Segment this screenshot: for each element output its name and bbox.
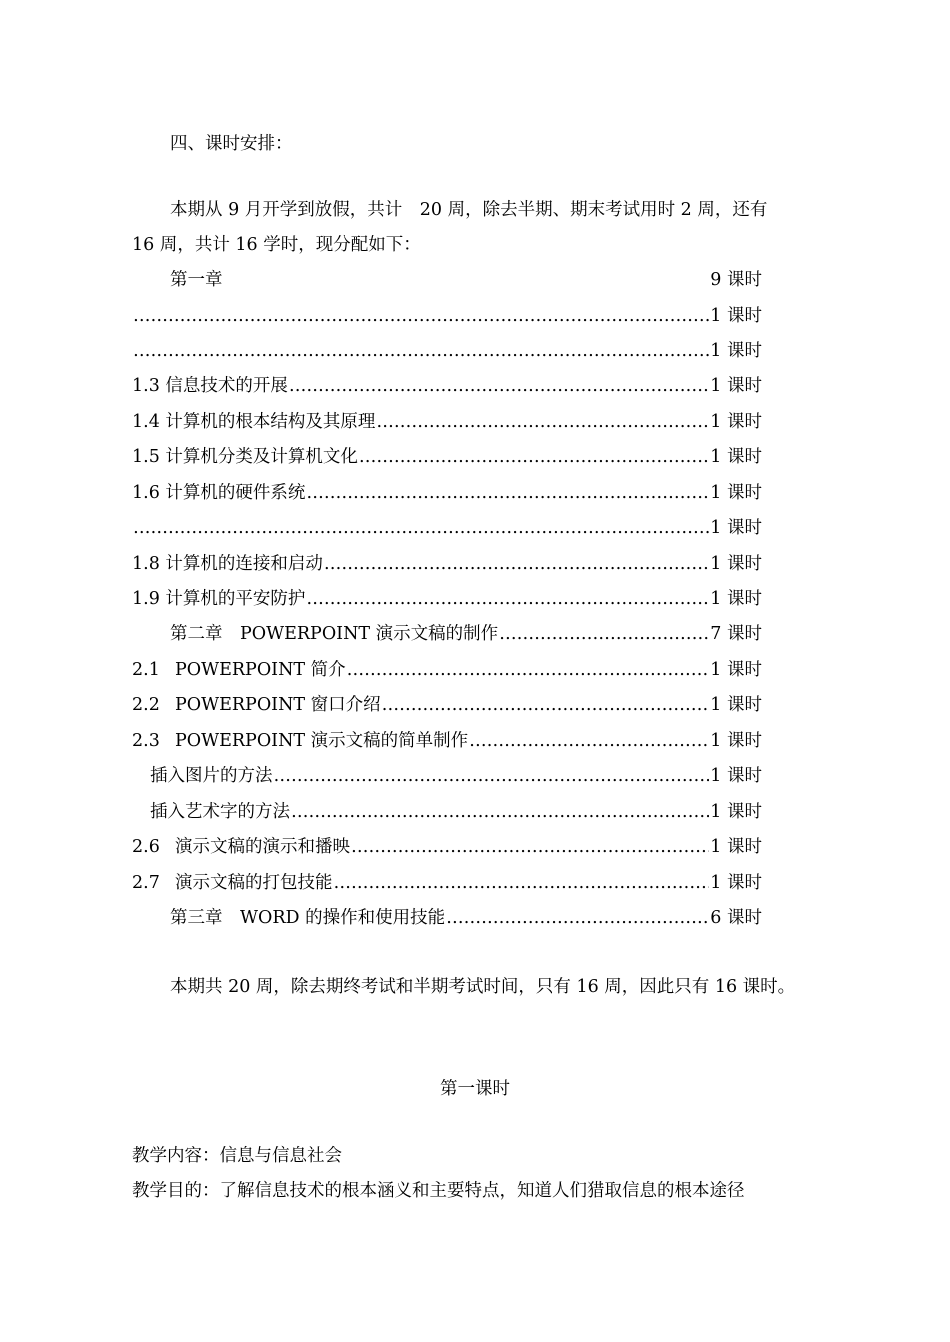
leader-dots [446,906,709,930]
schedule-row [132,481,762,505]
schedule-row-chapter-3 [170,906,762,930]
schedule-title: 演示文稿的打包技能 [175,873,333,893]
schedule-row [132,552,762,576]
schedule-row [132,374,762,398]
schedule-row [132,516,762,540]
schedule-hours: 7 课时 [710,624,762,644]
schedule-hours: 1 课时 [710,412,762,432]
schedule-title: 第一章 [170,270,223,290]
schedule-hours: 1 课时 [710,589,762,609]
schedule-title: POWERPOINT 窗口介绍 [175,695,381,715]
schedule-row [132,658,762,682]
schedule-hours: 1 课时 [710,766,762,786]
leader-dots [347,658,710,682]
schedule-row [132,304,762,328]
schedule-hours: 6 课时 [710,908,762,928]
teaching-content: 教学内容：信息与信息社会 [132,1146,342,1166]
schedule-title: 1.8 计算机的连接和启动 [132,554,323,574]
schedule-title: 插入图片的方法 [150,766,273,786]
schedule-hours: 9 课时 [710,270,762,290]
schedule-row-chapter-1 [170,268,762,292]
schedule-hours: 1 课时 [710,376,762,396]
schedule-hours: 1 课时 [710,802,762,822]
schedule-row [132,445,762,469]
schedule-hours: 1 课时 [710,447,762,467]
schedule-hours: 1 课时 [710,873,762,893]
leader-dots [306,481,709,505]
schedule-hours: 1 课时 [710,695,762,715]
schedule-title: 第二章 POWERPOINT 演示文稿的制作 [170,624,499,644]
schedule-row-chapter-2 [170,622,762,646]
schedule-row [132,410,762,434]
schedule-title: 第三章 WORD 的操作和使用技能 [170,908,446,928]
intro-line-2: 16 周，共计 16 学时，现分配如下： [132,235,421,255]
schedule-row [132,587,762,611]
schedule-hours: 1 课时 [710,660,762,680]
leader-dots [133,304,709,328]
schedule-number: 2.3 [132,731,160,751]
schedule-row [132,835,762,859]
leader-dots [306,587,709,611]
schedule-hours: 1 课时 [710,483,762,503]
leader-dots [499,622,709,646]
leader-dots [376,410,709,434]
leader-dots [289,374,709,398]
schedule-title: 1.6 计算机的硬件系统 [132,483,306,503]
schedule-title: 1.9 计算机的平安防护 [132,589,306,609]
teaching-goal: 教学目的：了解信息技术的根本涵义和主要特点，知道人们猎取信息的根本途径 [132,1181,745,1201]
schedule-row [150,764,762,788]
schedule-hours: 1 课时 [710,341,762,361]
schedule-title: 1.4 计算机的根本结构及其原理 [132,412,376,432]
schedule-hours: 1 课时 [710,837,762,857]
schedule-title: 1.5 计算机分类及计算机文化 [132,447,358,467]
schedule-row [132,729,762,753]
schedule-title: POWERPOINT 演示文稿的简单制作 [175,731,469,751]
leader-dots [133,516,709,540]
schedule-number: 2.6 [132,837,160,857]
leader-dots [359,445,709,469]
schedule-number: 2.2 [132,695,160,715]
section-heading: 四、课时安排： [170,134,293,154]
leader-dots [291,800,709,824]
schedule-hours: 1 课时 [710,518,762,538]
schedule-row [132,871,762,895]
leader-dots [274,764,710,788]
leader-dots [469,729,709,753]
summary-paragraph: 本期共 20 周，除去期终考试和半期考试时间，只有 16 周，因此只有 16 课时。 [170,977,796,997]
leader-dots [334,871,710,895]
leader-dots [324,552,709,576]
schedule-title: 插入艺术字的方法 [150,802,290,822]
schedule-title: 演示文稿的演示和播映 [175,837,350,857]
leader-dots [133,339,709,363]
schedule-number: 2.7 [132,873,160,893]
schedule-row [132,693,762,717]
leader-dots [382,693,710,717]
schedule-row [132,339,762,363]
schedule-hours: 1 课时 [710,731,762,751]
leader-dots [351,835,709,859]
schedule-number: 2.1 [132,660,160,680]
schedule-hours: 1 课时 [710,306,762,326]
schedule-title: POWERPOINT 简介 [175,660,346,680]
lesson-title: 第一课时 [440,1079,510,1099]
schedule-hours: 1 课时 [710,554,762,574]
schedule-row [150,800,762,824]
schedule-title: 1.3 信息技术的开展 [132,376,288,396]
intro-line-1: 本期从 9 月开学到放假，共计 20 周，除去半期、期末考试用时 2 周，还有 [170,200,768,220]
